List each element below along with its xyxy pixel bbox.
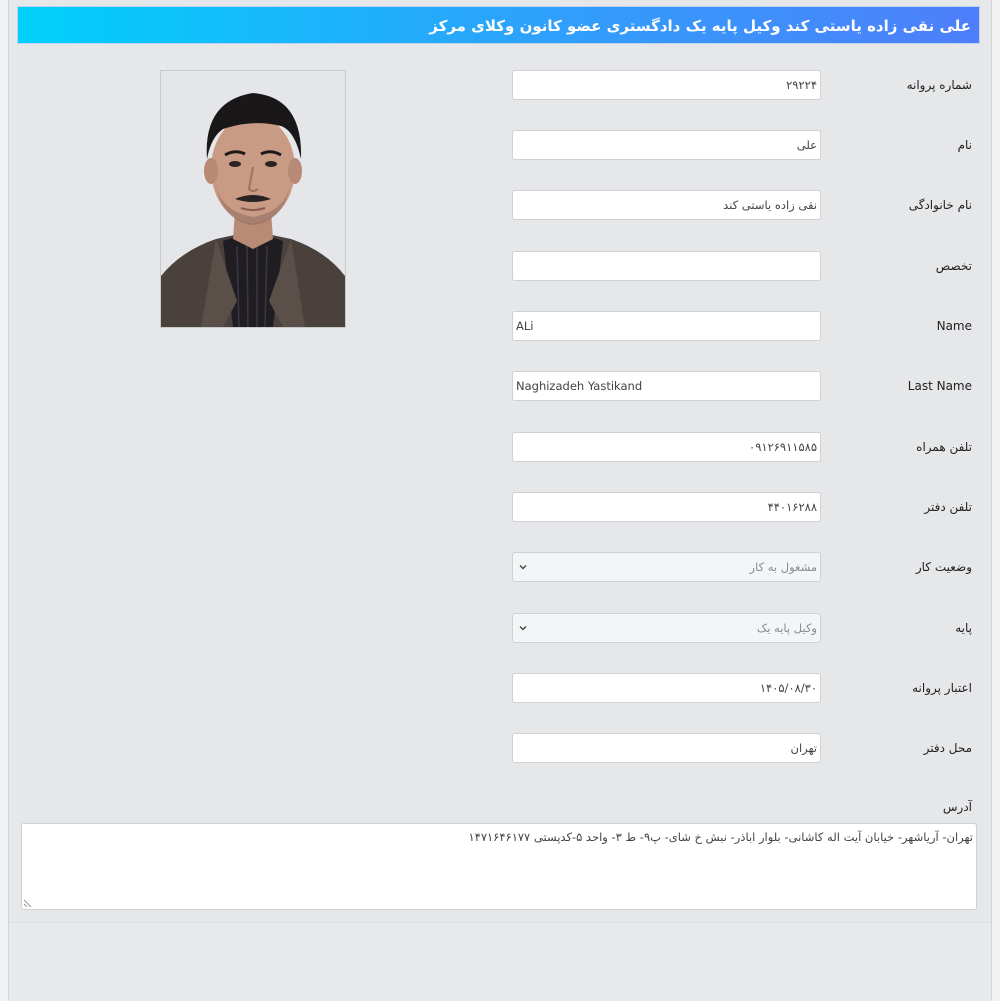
row-mobile: [9, 432, 991, 462]
page-title: علی نقی زاده یاستی کند وکیل پایه یک دادگستری عضو کانون وکلای مرکز: [17, 6, 980, 44]
license-validity-field[interactable]: ۱۴۰۵/۰۸/۳۰: [512, 673, 821, 703]
row-name-en: [9, 311, 991, 341]
first-name-label: نام: [957, 138, 972, 152]
chevron-down-icon: [518, 562, 528, 572]
row-work-status: [9, 552, 991, 582]
row-specialty: [9, 251, 991, 281]
mobile-field[interactable]: ۰۹۱۲۶۹۱۱۵۸۵: [512, 432, 821, 462]
name-en-field[interactable]: ALi: [512, 311, 821, 341]
last-name-en-label: Last Name: [907, 379, 972, 393]
grade-value: وکیل پایه یک: [756, 621, 817, 635]
row-grade: [9, 613, 991, 643]
work-status-label: وضعیت کار: [915, 560, 972, 574]
first-name-field[interactable]: علی: [512, 130, 821, 160]
office-location-field[interactable]: تهران: [512, 733, 821, 763]
row-last-name-en: [9, 371, 991, 401]
grade-select[interactable]: [512, 613, 821, 643]
row-office-phone: [9, 492, 991, 522]
last-name-fa-label: نام خانوادگی: [908, 198, 972, 212]
last-name-fa-field[interactable]: نقی زاده یاستی کند: [512, 190, 821, 220]
chevron-down-icon: [518, 623, 528, 633]
name-en-label: Name: [936, 319, 972, 333]
specialty-field[interactable]: [512, 251, 821, 281]
work-status-select[interactable]: [512, 552, 821, 582]
office-phone-label: تلفن دفتر: [924, 500, 972, 514]
license-number-label: شماره پروانه: [906, 78, 972, 92]
office-location-label: محل دفتر: [923, 741, 972, 755]
address-label: آدرس: [942, 800, 972, 814]
row-first-name: [9, 130, 991, 160]
profile-page: [8, 0, 992, 1000]
resize-handle-icon[interactable]: [24, 899, 32, 907]
office-phone-field[interactable]: ۴۴۰۱۶۲۸۸: [512, 492, 821, 522]
work-status-value: مشغول به کار: [749, 560, 817, 574]
license-validity-label: اعتبار پروانه: [912, 681, 972, 695]
specialty-label: تخصص: [935, 259, 972, 273]
mobile-label: تلفن همراه: [916, 440, 972, 454]
footer-band: [9, 922, 991, 1001]
row-license-number: [9, 70, 991, 100]
address-value: تهران- آریاشهر- خیابان آیت اله کاشانی- بلوار اباذر- نبش خ شای- پ۹- ط ۳- واحد ۵-کدپستی ۱۴۷۱۶۴۶۱۷۷: [468, 830, 973, 844]
grade-label: پایه: [955, 621, 972, 635]
row-license-validity: [9, 673, 991, 703]
last-name-en-field[interactable]: Naghizadeh Yastikand: [512, 371, 821, 401]
row-last-name-fa: [9, 190, 991, 220]
row-office-location: [9, 733, 991, 763]
license-number-field[interactable]: ۲۹۲۲۴: [512, 70, 821, 100]
address-textarea[interactable]: [21, 823, 977, 910]
